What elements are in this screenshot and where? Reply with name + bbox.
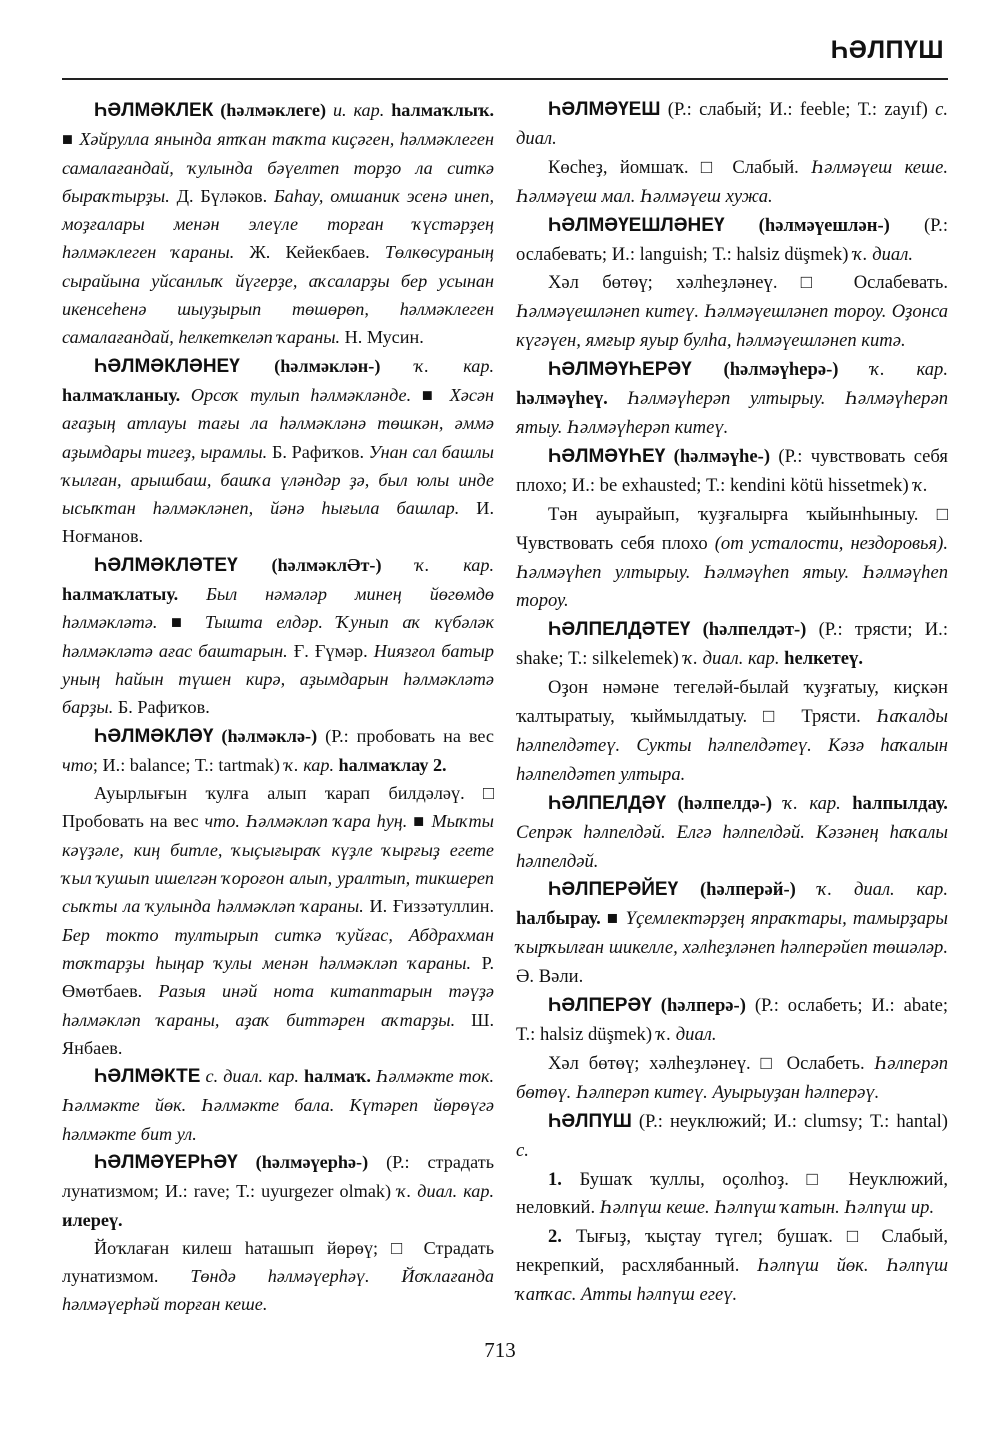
dictionary-paragraph bbox=[516, 1108, 948, 1166]
italic-text: Баһау, омшаник эсенә инеп, моҙғалары менән элеүле торған ҡүстәрҙең һәлмәклеген ҡараны. bbox=[62, 185, 495, 263]
left-column bbox=[62, 96, 494, 1319]
dictionary-paragraph bbox=[516, 212, 948, 270]
plain-text bbox=[796, 879, 818, 900]
bold-text: һалмаҡлау 2. bbox=[338, 754, 447, 775]
dictionary-paragraph bbox=[62, 1148, 494, 1234]
plain-text: Ғ. Ғүмәр. bbox=[287, 640, 374, 661]
entry-headword: ҺӘЛПҮШ bbox=[548, 1110, 632, 1132]
plain-text: Көсһеҙ, йомшаҡ. □ Слабый. bbox=[548, 156, 812, 178]
italic-text: Һәлпүш кеше. Һәлпүш ҡатын. Һәлпүш ир. bbox=[599, 1197, 935, 1219]
italic-text: ҡ. диал. кар. bbox=[397, 1181, 495, 1202]
plain-text bbox=[692, 359, 724, 380]
plain-text: Хәл бөтөү; хәлһеҙләнеү. □ Ослабевать. bbox=[548, 272, 948, 294]
italic-text: Унан сал башлы ҡылған, арышбаш, башҡа үләндәр ҙә, был юлы инде ысыҡтан һәлмәкләнеп, йәнә һығыла башлар. bbox=[62, 441, 495, 519]
italic-text: с. диал. кар. bbox=[205, 1066, 299, 1087]
italic-text: Һәлмәүешләнеп китеү. Һәлмәүешләнеп тороу. Оҙонса күгәүен, ямғыр яуыр булһа, һәлмәүешләнеп китә. bbox=[516, 301, 948, 352]
running-head: ҺӘЛПҮШ bbox=[830, 36, 944, 64]
italic-text: Һәлперәп бөтөү. Һәлперәп китеү. Ауырыуҙан һәлперәү. bbox=[516, 1052, 948, 1103]
bold-text: һалмаҡ. bbox=[303, 1066, 371, 1087]
bold-text: (һәлпелдәт-) bbox=[702, 619, 807, 641]
dictionary-paragraph bbox=[62, 551, 494, 722]
italic-text: Һәлмәүһерәп ултырыу. Һәлмәүһерәп ятыу. Һәлмәүһерәп китеү. bbox=[516, 388, 949, 438]
plain-text: (Р.: чувствовать себя плохо; И.: be exhausted; Т.: kendini kötü hissetmek) bbox=[516, 445, 948, 496]
dictionary-paragraph bbox=[516, 443, 948, 501]
plain-text bbox=[180, 385, 191, 405]
plain-text bbox=[380, 356, 414, 376]
plain-text: Йоҡлаған килеш һаташып йөрөү; □ Страдать лунатизмом. bbox=[62, 1237, 494, 1287]
italic-text: ҡ. bbox=[913, 474, 928, 496]
plain-text: Р. Өмөтбаев. bbox=[62, 952, 494, 1002]
italic-text: (от усталости, нездоровья). Һәлмәүһеп ултырыу. Һәлмәүһеп ятыу. Һәлмәүһеп тороу. bbox=[516, 532, 949, 612]
bold-text: (һәлмәүһе-) bbox=[673, 445, 771, 467]
dictionary-paragraph bbox=[516, 1166, 948, 1224]
bold-text: 1. bbox=[548, 1168, 562, 1190]
entry-headword: ҺӘЛПЕРӘҮ bbox=[548, 995, 652, 1017]
plain-text: (Р.: ослабеть; И.: abate; Т.: halsiz düşmek) bbox=[516, 995, 949, 1045]
dictionary-paragraph bbox=[62, 96, 494, 352]
plain-text bbox=[690, 619, 702, 640]
plain-text: Ауырлығын ҡулға алып ҡарап билдәләү. □ Пробовать на вес bbox=[62, 783, 494, 832]
italic-text: ҡ. кар. bbox=[414, 355, 495, 376]
bold-text: һалмаҡлатыу. bbox=[62, 584, 179, 605]
page-number: 713 bbox=[484, 1338, 516, 1362]
bold-text: (һәлперәй-) bbox=[699, 879, 796, 901]
plain-text bbox=[665, 446, 673, 467]
plain-text: Б. Рафиҡов. bbox=[113, 697, 210, 718]
plain-text: Тән ауырайып, ҡуҙғалырға ҡыйынһыныу. □ Чувствовать себя плохо bbox=[516, 503, 948, 554]
bold-text: ■ bbox=[407, 811, 432, 832]
plain-text: И. Ноғманов. bbox=[62, 498, 494, 547]
dictionary-paragraph bbox=[516, 356, 948, 443]
italic-text: Орсоҡ тулып һәлмәкләнде. bbox=[190, 384, 412, 405]
italic-text: ҡ. диал. кар. bbox=[817, 879, 948, 901]
entry-headword: ҺӘЛМӘҮЕРҺӘҮ bbox=[94, 1151, 238, 1173]
bold-text: һалмаҡланыу. bbox=[62, 384, 181, 405]
italic-text: ҡ. кар. bbox=[284, 754, 334, 775]
plain-text bbox=[725, 215, 759, 236]
plain-text bbox=[382, 555, 416, 575]
italic-text: ҡ. кар. bbox=[870, 359, 948, 381]
bold-text: (һәлмәүешлән-) bbox=[758, 214, 890, 236]
italic-text: что. Һәлмәкләп ҡара һуң. bbox=[204, 811, 408, 832]
italic-text: Һәлмәкте ток. Һәлмәкте йөк. Һәлмәкте бала. Күтәреп йөрөүгә һәлмәкте бит ул. bbox=[62, 1066, 495, 1144]
plain-text: Б. Рафиҡов. bbox=[267, 441, 369, 462]
dictionary-paragraph bbox=[516, 501, 948, 617]
italic-text: Һәлпүш йөк. Һәлпүш ҡапҡас. Атты һәлпүш егеү. bbox=[516, 1255, 949, 1306]
italic-text: ҡ. кар. bbox=[415, 554, 495, 575]
italic-text: Бер токто тултырып ситкә ҡуйғас, Абдрахман тоҡтарҙы һыңар ҡулы менән һәлмәкләп ҡараны. bbox=[62, 924, 494, 973]
plain-text: Ш. Янбаев. bbox=[62, 1009, 494, 1058]
plain-text: ; И.: balance; Т.: tartmak) bbox=[92, 754, 285, 775]
dictionary-paragraph bbox=[516, 96, 948, 154]
bold-text: (һәлмәклеге) bbox=[220, 100, 327, 120]
dictionary-paragraph bbox=[516, 876, 948, 992]
italic-text: Тышта елдәр. Ҡунып аҡ күбәләк һәлмәкләтә ағас баштарын. bbox=[62, 612, 494, 661]
plain-text: Тығыҙ, ҡыҫтау түгел; бушаҡ. □ Слабый, некрепкий, расхлябанный. bbox=[516, 1226, 948, 1277]
bold-text: (һәлперә-) bbox=[660, 995, 746, 1017]
italic-text: с. диал. bbox=[516, 99, 948, 149]
bold-text: илереү. bbox=[62, 1209, 123, 1230]
plain-text: Бушаҡ ҡуллы, оҫолһоҙ. □ Неуклюжий, неловкий. bbox=[516, 1168, 948, 1219]
entry-headword: ҺӘЛМӘКЛӘТЕҮ bbox=[94, 554, 238, 576]
plain-text: Д. Бүләков. bbox=[169, 185, 274, 206]
bold-text: 2. bbox=[548, 1226, 562, 1248]
entry-headword: ҺӘЛПЕРӘЙЕҮ bbox=[548, 879, 679, 901]
entry-headword: ҺӘЛМӘКЛЕК bbox=[94, 100, 214, 121]
plain-text: Оҙон нәмәне тегеләй-былай ҡуҙғатыу, киҫкән ҡалтыратыу, ҡыймылдатыу. □ Трясти. bbox=[516, 677, 948, 728]
plain-text bbox=[678, 879, 700, 900]
italic-text: ҡ. диал. bbox=[853, 243, 913, 265]
italic-text: Хәйрулла янында ятҡан таҡта киҫәген, һәлмәклеген самалағандай, ҡулында бәүелтеп торҙо ла ситкә быраҡтырҙы. bbox=[62, 129, 495, 206]
bold-text: (һәлмәклә-) bbox=[221, 725, 318, 746]
dictionary-paragraph bbox=[516, 616, 948, 674]
italic-text: Ниязғол батыр уның һайын түшен кирә, аҙымдарын һәлмәкләтә барҙы. bbox=[62, 640, 494, 718]
plain-text: (Р.: слабый; И.: feeble; Т.: zayıf) bbox=[660, 99, 936, 120]
bold-text: ■ bbox=[411, 384, 450, 405]
plain-text: Ә. Вәли. bbox=[516, 966, 584, 988]
entry-headword: ҺӘЛМӘКЛӘНЕҮ bbox=[94, 355, 240, 377]
plain-text bbox=[326, 100, 333, 120]
entry-headword: ҺӘЛМӘҮЕШЛӘНЕҮ bbox=[548, 214, 725, 236]
dictionary-paragraph bbox=[516, 269, 948, 356]
italic-text: Разыя инәй нота китаптарын тәүҙә һәлмәкләп ҡараны, аҙаҡ биттәрен аҡтарҙы. bbox=[62, 981, 495, 1030]
italic-text: с. bbox=[516, 1139, 529, 1161]
bold-text: (һәлмәклӘт-) bbox=[271, 554, 382, 575]
italic-text: ҡ. кар. bbox=[783, 792, 841, 814]
plain-text: (Р.: пробовать на вес bbox=[317, 725, 495, 746]
plain-text: И. Ғиззәтуллин. bbox=[363, 896, 494, 917]
plain-text: Хәл бөтөү; хәлһеҙләнеү. □ Ослабеть. bbox=[548, 1052, 875, 1074]
plain-text: (Р.: страдать лунатизмом; И.: rave; Т.: uyurgezer olmak) bbox=[62, 1151, 494, 1202]
plain-text bbox=[178, 584, 206, 604]
bold-text: һәлмәүһеү. bbox=[516, 388, 608, 410]
plain-text: (Р.: ослабевать; И.: languish; Т.: halsiz düşmek) bbox=[516, 214, 948, 265]
plain-text bbox=[240, 356, 274, 376]
italic-text: Төндә һәлмәүерһәү. Йоҡлағанда һәлмәүерһәй торған кеше. bbox=[62, 1266, 494, 1315]
plain-text: Ж. Кейекбаев. bbox=[234, 242, 385, 263]
bold-text: (һәлмәүерһә-) bbox=[255, 1151, 369, 1172]
plain-text bbox=[772, 793, 783, 814]
dictionary-paragraph bbox=[516, 790, 948, 877]
dictionary-paragraph bbox=[62, 1234, 494, 1319]
dictionary-paragraph bbox=[62, 779, 494, 1062]
dictionary-paragraph bbox=[62, 1062, 494, 1148]
plain-text bbox=[608, 388, 628, 409]
bold-text: һалмаҡлыҡ. ■ bbox=[62, 100, 494, 150]
dictionary-paragraph bbox=[62, 722, 494, 780]
entry-headword: ҺӘЛМӘҮҺЕРӘҮ bbox=[548, 359, 692, 381]
entry-headword: ҺӘЛМӘКЛӘҮ bbox=[94, 725, 214, 747]
plain-text: (Р.: трясти; И.: shake; Т.: silkelemek) bbox=[516, 619, 948, 670]
header-rule bbox=[62, 78, 948, 80]
plain-text bbox=[839, 359, 871, 380]
dictionary-paragraph bbox=[516, 1050, 948, 1108]
italic-text: Сепрәк һәлпелдәй. Елгә һәлпелдәй. Кәзәнең һаҡалы һәлпелдәй. bbox=[516, 821, 948, 872]
plain-text bbox=[238, 555, 272, 575]
entry-headword: ҺӘЛПЕЛДӘҮ bbox=[548, 792, 667, 814]
bold-text: һалбырау. ■ bbox=[516, 908, 620, 930]
entry-headword: ҺӘЛПЕЛДӘТЕҮ bbox=[548, 619, 691, 641]
italic-text: и. кар. bbox=[332, 100, 385, 120]
plain-text bbox=[238, 1152, 256, 1172]
dictionary-paragraph bbox=[516, 154, 948, 212]
plain-text: Н. Мусин. bbox=[340, 327, 424, 348]
plain-text: (Р.: неуклюжий; И.: clumsy; Т.: hantal) bbox=[631, 1110, 948, 1132]
bold-text: ■ bbox=[157, 612, 205, 633]
dictionary-paragraph bbox=[516, 674, 948, 790]
dictionary-paragraph bbox=[516, 992, 948, 1050]
italic-text: ҡ. диал. bbox=[656, 1024, 717, 1045]
bold-text: һелкетеү. bbox=[784, 648, 864, 670]
right-column bbox=[516, 96, 948, 1310]
italic-text: что bbox=[62, 754, 93, 775]
plain-text bbox=[666, 793, 677, 814]
italic-text: Был нәмәләр минең йөгөмдө һәлмәкләтә. bbox=[62, 584, 494, 633]
entry-headword: ҺӘЛМӘКТЕ bbox=[94, 1066, 201, 1088]
italic-text: Һәлмәүеш кеше. Һәлмәүеш мал. Һәлмәүеш хужа. bbox=[516, 156, 948, 207]
dictionary-paragraph bbox=[62, 352, 494, 551]
italic-text: Һаҡалды һәлпелдәтеү. Сукты һәлпелдәтеү. Кәзә һаҡалын һәлпелдәтеп ултыра. bbox=[516, 706, 948, 785]
italic-text: ҡ. диал. кар. bbox=[683, 648, 780, 670]
italic-text: Мыҡты кәүҙәле, киң битле, ҡыҫығыраҡ күҙле ҡырғыҙ егете ҡыл ҡушып ишелгән ҡороғон алып, уралтып, тикшереп сыҡты ла ҡулында һәлмәкләп ҡараны. bbox=[62, 811, 494, 917]
bold-text: (һәлмәклән-) bbox=[274, 355, 381, 376]
dictionary-paragraph bbox=[516, 1223, 948, 1310]
bold-text: (һәлпелдә-) bbox=[677, 792, 773, 814]
bold-text: (һәлмәүһерә-) bbox=[723, 359, 839, 381]
bold-text: һалпылдау. bbox=[852, 792, 948, 814]
entry-headword: ҺӘЛМӘҮЕШ bbox=[548, 99, 661, 120]
plain-text bbox=[841, 793, 852, 814]
plain-text bbox=[652, 995, 661, 1016]
entry-headword: ҺӘЛМӘҮҺЕҮ bbox=[548, 445, 666, 467]
italic-text: Төлкөсураның сырайына уйсанлыҡ йүгерҙе, аҡсаларҙы бер усынан икенсеһенә шыуҙырып төшөрөп, һәлмәклеген самалағандай, һелкеткеләп ҡараны. bbox=[62, 242, 494, 348]
italic-text: Үҫемлектәрҙең япраҡтары, тамырҙары ҡырҡылған шикелле, хәлһеҙләнеп һәлперәйеп төшәләр. bbox=[516, 908, 948, 959]
italic-text: Хәсән ағаҙың атлауы тағы ла һәлмәкләнә төшкән, әммә аҙымдары тигеҙ, ырамлы. bbox=[62, 384, 494, 462]
